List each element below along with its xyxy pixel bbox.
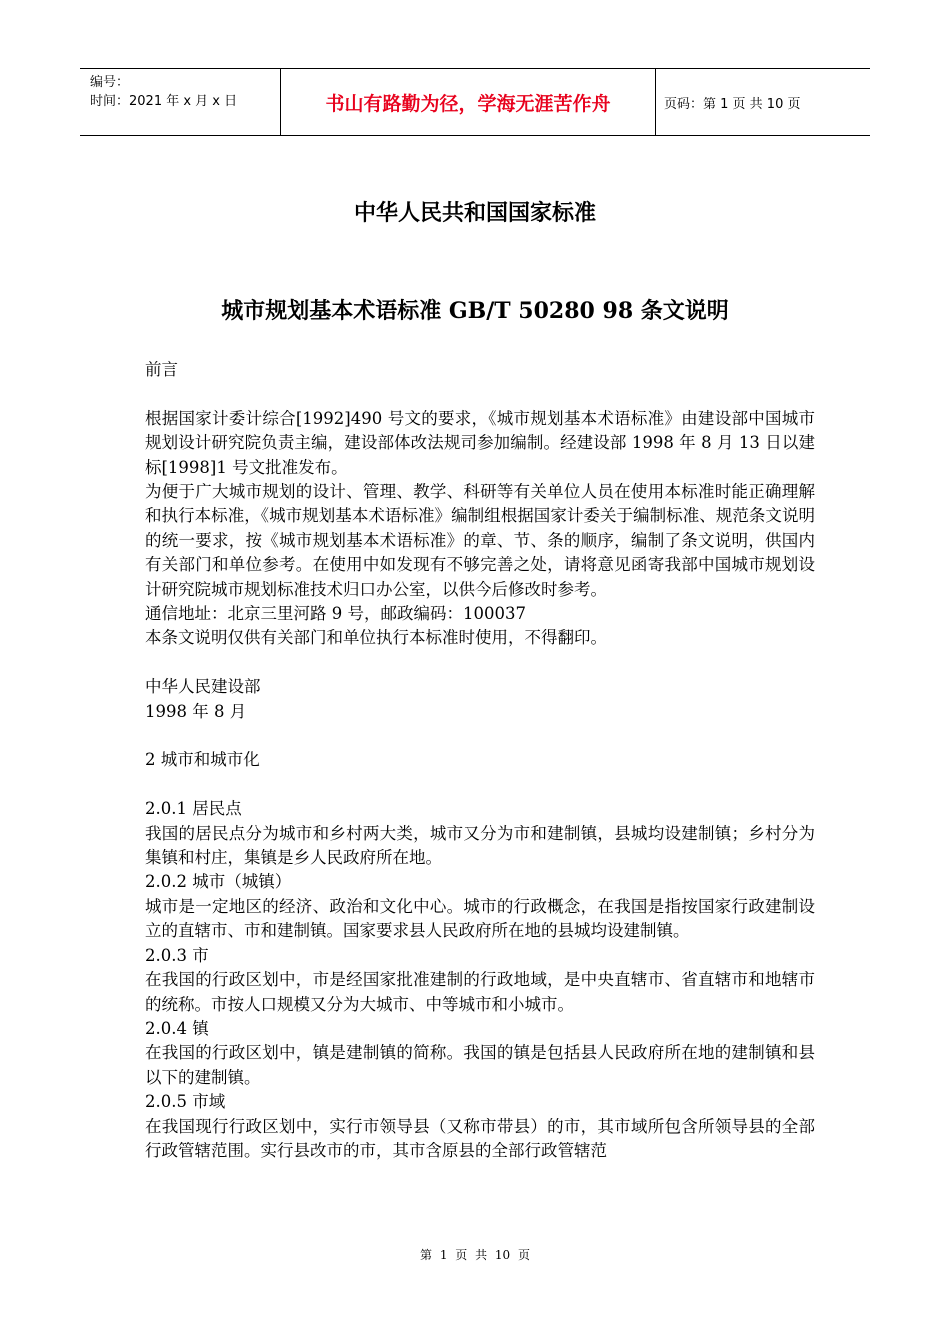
number-label: 编号： <box>90 75 130 90</box>
section-heading: 2.0.5 市域 <box>145 1092 226 1112</box>
preface-heading: 前言 <box>145 360 178 379</box>
page-footer: 第 1 页 共 10 页 <box>420 1248 530 1262</box>
document-body <box>145 358 815 1163</box>
section-heading: 2.0.3 市 <box>145 945 209 965</box>
national-standard-title: 中华人民共和国国家标准 <box>353 200 596 226</box>
preface-paragraph-1: 根据国家计委计综合[1992]490 号文的要求，《城市规划基本术语标准》由建设部中国城市规划设计研究院负责主编，建设部体改法规司参加编制。经建设部 1998 年 8 月 13 日以建标[1998]1 号文批准发布。 <box>145 408 815 477</box>
chapter-heading: 2 城市和城市化 <box>145 750 260 770</box>
header-meta-cell <box>80 69 281 135</box>
header-motto: 书山有路勤为径，学海无涯苦作舟 <box>281 69 656 135</box>
section-text: 在我国的行政区划中，镇是建制镇的简称。我国的镇是包括县人民政府所在地的建制镇和县以下的建制镇。 <box>145 1043 815 1087</box>
preface-org: 中华人民建设部 <box>145 677 261 697</box>
section-heading: 2.0.2 城市（城镇） <box>145 872 292 892</box>
section-text: 在我国现行行政区划中，实行市领导县（又称市带县）的市，其市域所包含所领导县的全部行政管辖范围。实行县改市的市，其市含原县的全部行政管辖范 <box>145 1116 815 1160</box>
header-page-info: 页码：第 1 页 共 10 页 <box>664 96 801 112</box>
preface-address: 通信地址：北京三里河路 9 号，邮政编码：100037 <box>145 604 526 624</box>
preface-paragraph-2: 为便于广大城市规划的设计、管理、教学、科研等有关单位人员在使用本标准时能正确理解和执行本标准，《城市规划基本术语标准》编制组根据国家计委关于编制标准、规范条文说明的统一要求，按《城市规划基本术语标准》的章、节、条的顺序，编制了条文说明，供国内有关部门和单位参考。在使用中如发现有不够完善之处，请将意见函寄我部中国城市规划设计研究院城市规划标准技术归口办公室，以供今后修改时参考。 <box>145 482 815 599</box>
preface-date: 1998 年 8 月 <box>145 701 247 721</box>
section-heading: 2.0.1 居民点 <box>145 799 242 819</box>
page-header <box>80 68 870 136</box>
section-text: 在我国的行政区划中，市是经国家批准建制的行政地域，是中央直辖市、省直辖市和地辖市的统称。市按人口规模又分为大城市、中等城市和小城市。 <box>145 970 815 1014</box>
section-text: 城市是一定地区的经济、政治和文化中心。城市的行政概念，在我国是指按国家行政建制设立的直辖市、市和建制镇。国家要求县人民政府所在地的县城均设建制镇。 <box>145 896 815 941</box>
document-title: 城市规划基本术语标准 GB/T 50280 98 条文说明 <box>221 298 729 324</box>
preface-notice: 本条文说明仅供有关部门和单位执行本标准时使用，不得翻印。 <box>145 628 607 648</box>
date-line: 时间：2021 年 x 月 x 日 <box>90 94 238 109</box>
section-text: 我国的居民点分为城市和乡村两大类，城市又分为市和建制镇，县城均设建制镇；乡村分为集镇和村庄，集镇是乡人民政府所在地。 <box>145 823 815 868</box>
section-heading: 2.0.4 镇 <box>145 1018 209 1038</box>
